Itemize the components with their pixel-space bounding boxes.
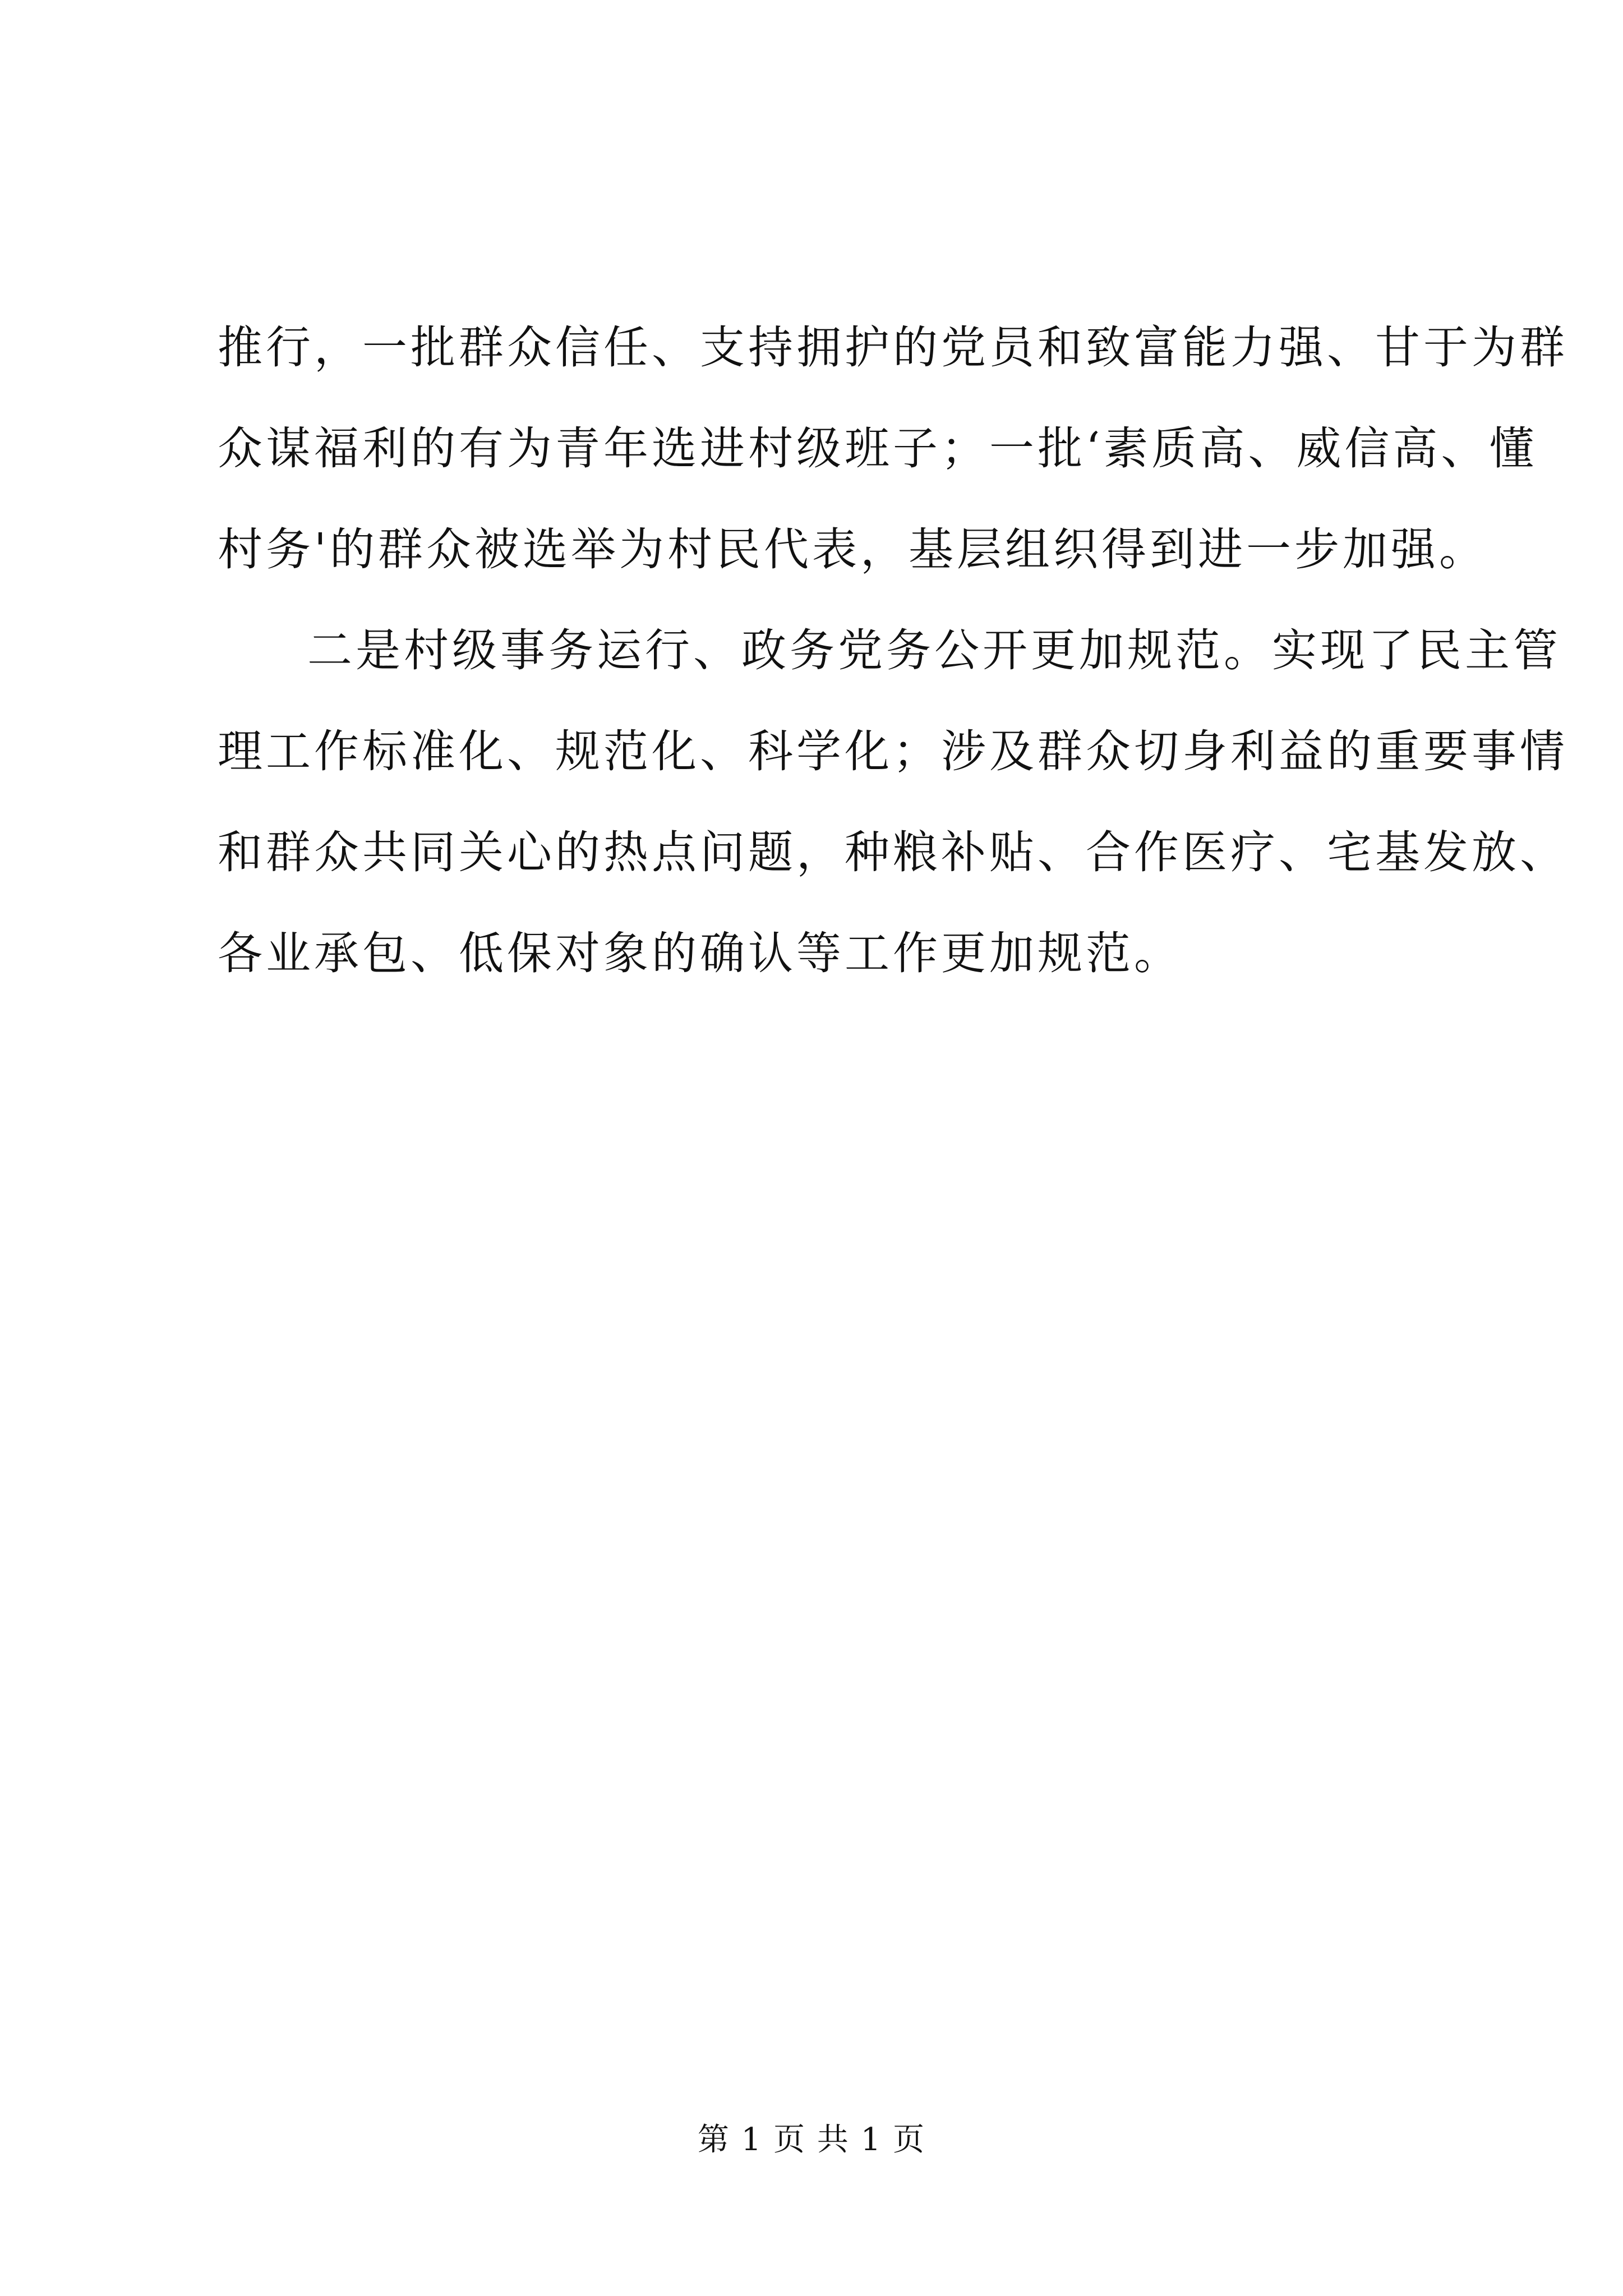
text-line: 二是村级事务运行、政务党务公开更加规范。实现了民主管 bbox=[307, 624, 1561, 677]
text-line: 各业承包、低保对象的确认等工作更加规范。 bbox=[218, 927, 1182, 979]
text-line: 和群众共同关心的热点问题，种粮补贴、合作医疗、宅基发放、 bbox=[218, 826, 1568, 878]
paragraph-2 bbox=[218, 600, 1568, 1004]
text-line: 村务'的群众被选举为村民代表，基层组织得到进一步加强。 bbox=[218, 523, 1487, 576]
paragraph-1 bbox=[218, 297, 1568, 600]
page-footer: 第 1 页 共 1 页 bbox=[697, 2122, 926, 2158]
text-line: 推行，一批群众信任、支持拥护的党员和致富能力强、甘于为群 bbox=[218, 321, 1568, 374]
text-line: 众谋福利的有为青年选进村级班子；一批‘素质高、威信高、懂 bbox=[218, 422, 1538, 475]
document-body bbox=[218, 297, 1568, 1004]
text-line: 理工作标准化、规范化、科学化；涉及群众切身利益的重要事情 bbox=[218, 725, 1568, 777]
